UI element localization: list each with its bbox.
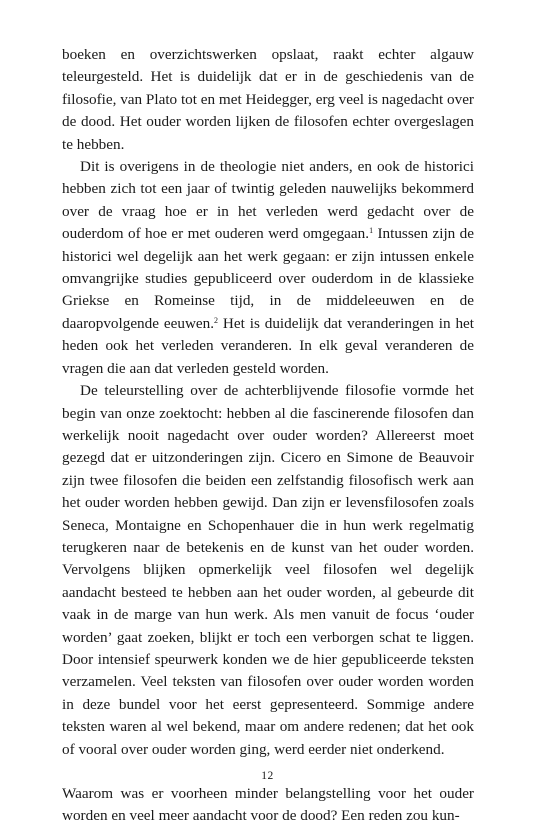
paragraph-2-text-a: Dit is overigens in de theologie niet anders, en ook de historici hebben zich tot een jaar of twintig geleden nauwelijks bekommerd over de vraag hoe er in het verleden werd gedacht over de ouderdom of hoe er met ouderen werd omgegaan. bbox=[62, 158, 474, 243]
paragraph-4 bbox=[62, 783, 474, 828]
page-number: 12 bbox=[261, 770, 274, 782]
paragraph-2 bbox=[62, 156, 474, 380]
paragraph-3 bbox=[62, 380, 474, 761]
page-body bbox=[62, 44, 474, 828]
footnote-ref-2: 2 bbox=[214, 315, 219, 325]
footnote-ref-1: 1 bbox=[369, 226, 374, 236]
paragraph-1 bbox=[62, 44, 474, 156]
paragraph-2-text-b: Intussen zijn de historici wel degelijk aan het werk gegaan: er zijn intussen enkele omvangrijke studies gepubliceerd over ouderdom in de klassieke Griekse en Romeinse tijd, in de middeleeuwen en de daaropvolgende eeuwen. bbox=[62, 225, 475, 332]
paragraph-2-text-c: Het is duidelijk dat veranderingen in het heden ook het verleden veranderen. In elk geval veranderen de vragen die aan dat verleden gesteld worden. bbox=[62, 314, 474, 377]
paragraph-4-text: Waarom was er voorheen minder belangstelling voor het ouder worden en veel meer aandacht voor de dood? Een reden zou kun- bbox=[62, 785, 474, 825]
paragraph-1-text: boeken en overzichtswerken opslaat, raakt echter algauw teleurgesteld. Het is duidelijk dat er in de geschiedenis van de filosofie, van Plato tot en met Heidegger, erg veel is nagedacht over de dood. Het ouder worden lijken de filosofen echter overgeslagen te hebben. bbox=[62, 46, 474, 153]
paragraph-3-text: De teleurstelling over de achterblijvende filosofie vormde het begin van onze zoektocht: hebben al die fascinerende filosofen dan werkelijk nooit nagedacht over ouder worden? Allereerst moet gezegd dat er uitzonderingen zijn. Cicero en Simone de Beauvoir zijn twee filosofen die beiden een zelfstandig filosofisch werk aan het ouder worden hebben gewijd. Dan zijn er levensfilosofen zoals Seneca, Montaigne en Schopenhauer die in hun werk regelmatig terugkeren naar de betekenis en de kunst van het ouder worden. Vervolgens blijken opmerkelijk veel filosofen wel degelijk aandacht besteed te hebben aan het ouder worden, al gebeurde dit vaak in de marge van hun werk. Als men vanuit de focus ‘ouder worden’ gaat zoeken, blijkt er toch een verborgen schat te liggen. Door intensief speurwerk konden we de hier gepubliceerde teksten verzamelen. Veel teksten van filosofen over ouder worden worden in deze bundel voor het eerst gepresenteerd. Sommige andere teksten waren al wel bekend, maar om andere redenen; dat het ook of vooral over ouder worden ging, werd eerder niet onderkend. bbox=[62, 382, 474, 758]
